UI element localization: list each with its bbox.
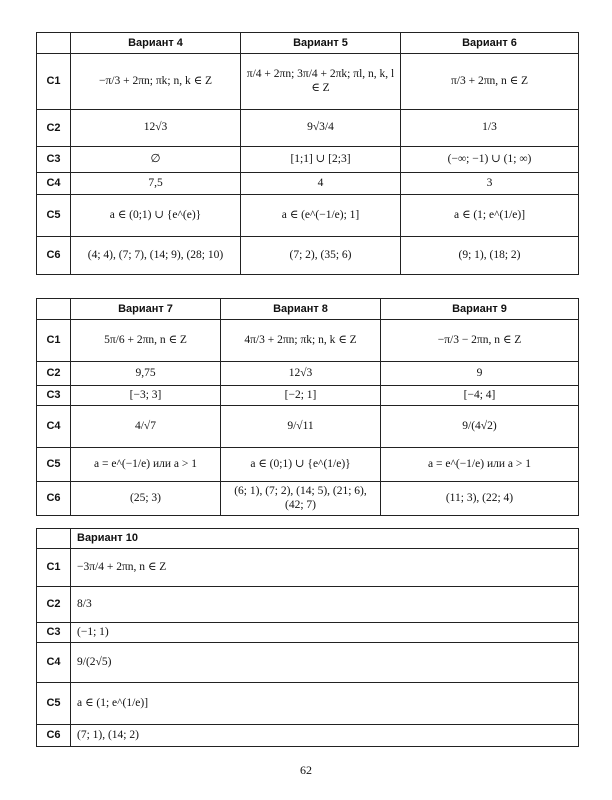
row-label: C4 [37,406,71,448]
answer-cell: −π/3 − 2πn, n ∈ Z [381,320,579,362]
answer-cell: ∅ [71,147,241,173]
answer-cell: 9√3/4 [241,110,401,147]
table-row [37,643,579,683]
table-row [37,406,579,448]
answer-cell: 12√3 [221,362,381,386]
answer-cell: π/4 + 2πn; 3π/4 + 2πk; πl, n, k, l ∈ Z [241,54,401,110]
answer-cell: (7; 2), (35; 6) [241,237,401,275]
table-row [37,549,579,587]
table-row [37,683,579,725]
answer-cell: (7; 1), (14; 2) [71,725,579,747]
page-number: 62 [300,763,312,777]
answer-cell: a ∈ (e^(−1/e); 1] [241,195,401,237]
answer-cell: [1;1] ∪ [2;3] [241,147,401,173]
header-variant-6: Вариант 6 [401,33,579,54]
table-row [37,320,579,362]
table-row [37,587,579,623]
answer-cell: 9/√11 [221,406,381,448]
row-label: C2 [37,110,71,147]
table-row [37,237,579,275]
answer-cell: 9/(2√5) [71,643,579,683]
answer-cell: a ∈ (1; e^(1/e)] [71,683,579,725]
answer-cell: 7,5 [71,173,241,195]
answer-cell: 8/3 [71,587,579,623]
table-row [37,482,579,516]
answer-cell: 9/(4√2) [381,406,579,448]
row-label: C1 [37,320,71,362]
header-corner [37,299,71,320]
answer-cell: a ∈ (1; e^(1/e)] [401,195,579,237]
row-label: C4 [37,173,71,195]
answer-cell: (−1; 1) [71,623,579,643]
header-variant-4: Вариант 4 [71,33,241,54]
answer-cell: a = e^(−1/e) или a > 1 [71,448,221,482]
answers-table-variants-4-6 [36,32,579,275]
header-variant-9: Вариант 9 [381,299,579,320]
answer-cell: [−3; 3] [71,386,221,406]
table-row [37,195,579,237]
header-variant-7: Вариант 7 [71,299,221,320]
answer-cell: 1/3 [401,110,579,147]
answer-cell: (11; 3), (22; 4) [381,482,579,516]
header-variant-10: Вариант 10 [71,529,579,549]
row-label: C3 [37,623,71,643]
answer-cell: 4/√7 [71,406,221,448]
answer-cell: (9; 1), (18; 2) [401,237,579,275]
table-row [37,147,579,173]
row-label: C2 [37,362,71,386]
table-row [37,623,579,643]
table-row [37,362,579,386]
row-label: C6 [37,725,71,747]
header-corner [37,529,71,549]
header-corner [37,33,71,54]
row-label: C3 [37,386,71,406]
answers-table-variants-7-9 [36,298,579,516]
answer-cell: (6; 1), (7; 2), (14; 5), (21; 6), (42; 7) [221,482,381,516]
table-row [37,725,579,747]
table-row [37,386,579,406]
row-label: C5 [37,195,71,237]
answer-cell: a ∈ (0;1) ∪ {e^(e)} [71,195,241,237]
answer-cell: 12√3 [71,110,241,147]
answer-cell: a ∈ (0;1) ∪ {e^(1/e)} [221,448,381,482]
table-row [37,448,579,482]
header-variant-8: Вариант 8 [221,299,381,320]
answer-cell: (25; 3) [71,482,221,516]
answer-cell: [−4; 4] [381,386,579,406]
answer-cell: −3π/4 + 2πn, n ∈ Z [71,549,579,587]
answer-cell: −π/3 + 2πn; πk; n, k ∈ Z [71,54,241,110]
row-label: C6 [37,482,71,516]
table-row [37,110,579,147]
header-variant-5: Вариант 5 [241,33,401,54]
answer-cell: 4 [241,173,401,195]
answer-cell: a = e^(−1/e) или a > 1 [381,448,579,482]
answer-cell: 4π/3 + 2πn; πk; n, k ∈ Z [221,320,381,362]
row-label: C5 [37,683,71,725]
answer-cell: (−∞; −1) ∪ (1; ∞) [401,147,579,173]
answer-cell: 9 [381,362,579,386]
table-row [37,173,579,195]
answer-cell: π/3 + 2πn, n ∈ Z [401,54,579,110]
table-row [37,54,579,110]
answer-cell: [−2; 1] [221,386,381,406]
answer-cell: 5π/6 + 2πn, n ∈ Z [71,320,221,362]
row-label: C5 [37,448,71,482]
row-label: C2 [37,587,71,623]
answers-table-variant-10 [36,528,579,747]
row-label: C6 [37,237,71,275]
answer-cell: 9,75 [71,362,221,386]
answer-cell: 3 [401,173,579,195]
answer-cell: (4; 4), (7; 7), (14; 9), (28; 10) [71,237,241,275]
row-label: C3 [37,147,71,173]
row-label: C1 [37,54,71,110]
row-label: C1 [37,549,71,587]
row-label: C4 [37,643,71,683]
